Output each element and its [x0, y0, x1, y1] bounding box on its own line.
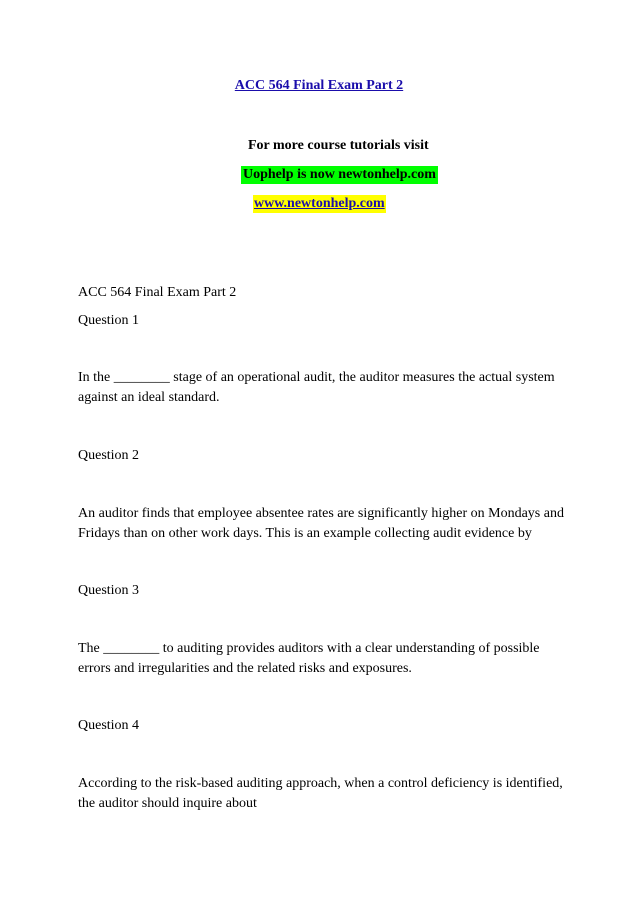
question-2-line-2: Fridays than on other work days. This is an example collecting audit evidence by — [78, 526, 532, 541]
question-3-label: Question 3 — [78, 583, 140, 598]
question-3-line-1: The ________ to auditing provides auditors with a clear understanding of possible — [78, 641, 540, 656]
website-link[interactable]: www.newtonhelp.com — [254, 196, 385, 211]
question-4-line-2: the auditor should inquire about — [78, 796, 257, 811]
question-2-label: Question 2 — [78, 448, 140, 463]
exam-heading: ACC 564 Final Exam Part 2 — [78, 285, 237, 300]
uophelp-highlight: Uophelp is now newtonhelp.com — [243, 167, 436, 182]
question-4-label: Question 4 — [78, 718, 140, 733]
visit-text: For more course tutorials visit — [248, 138, 429, 153]
question-4-line-1: According to the risk-based auditing approach, when a control deficiency is identified, — [78, 776, 563, 791]
question-1-label: Question 1 — [78, 313, 140, 328]
question-1-line-1: In the ________ stage of an operational audit, the auditor measures the actual system — [78, 370, 555, 385]
question-1-line-2: against an ideal standard. — [78, 390, 220, 405]
question-3-line-2: errors and irregularities and the related risks and exposures. — [78, 661, 412, 676]
title-link[interactable]: ACC 564 Final Exam Part 2 — [234, 78, 404, 93]
question-2-line-1: An auditor finds that employee absentee rates are significantly higher on Mondays and — [78, 506, 564, 521]
